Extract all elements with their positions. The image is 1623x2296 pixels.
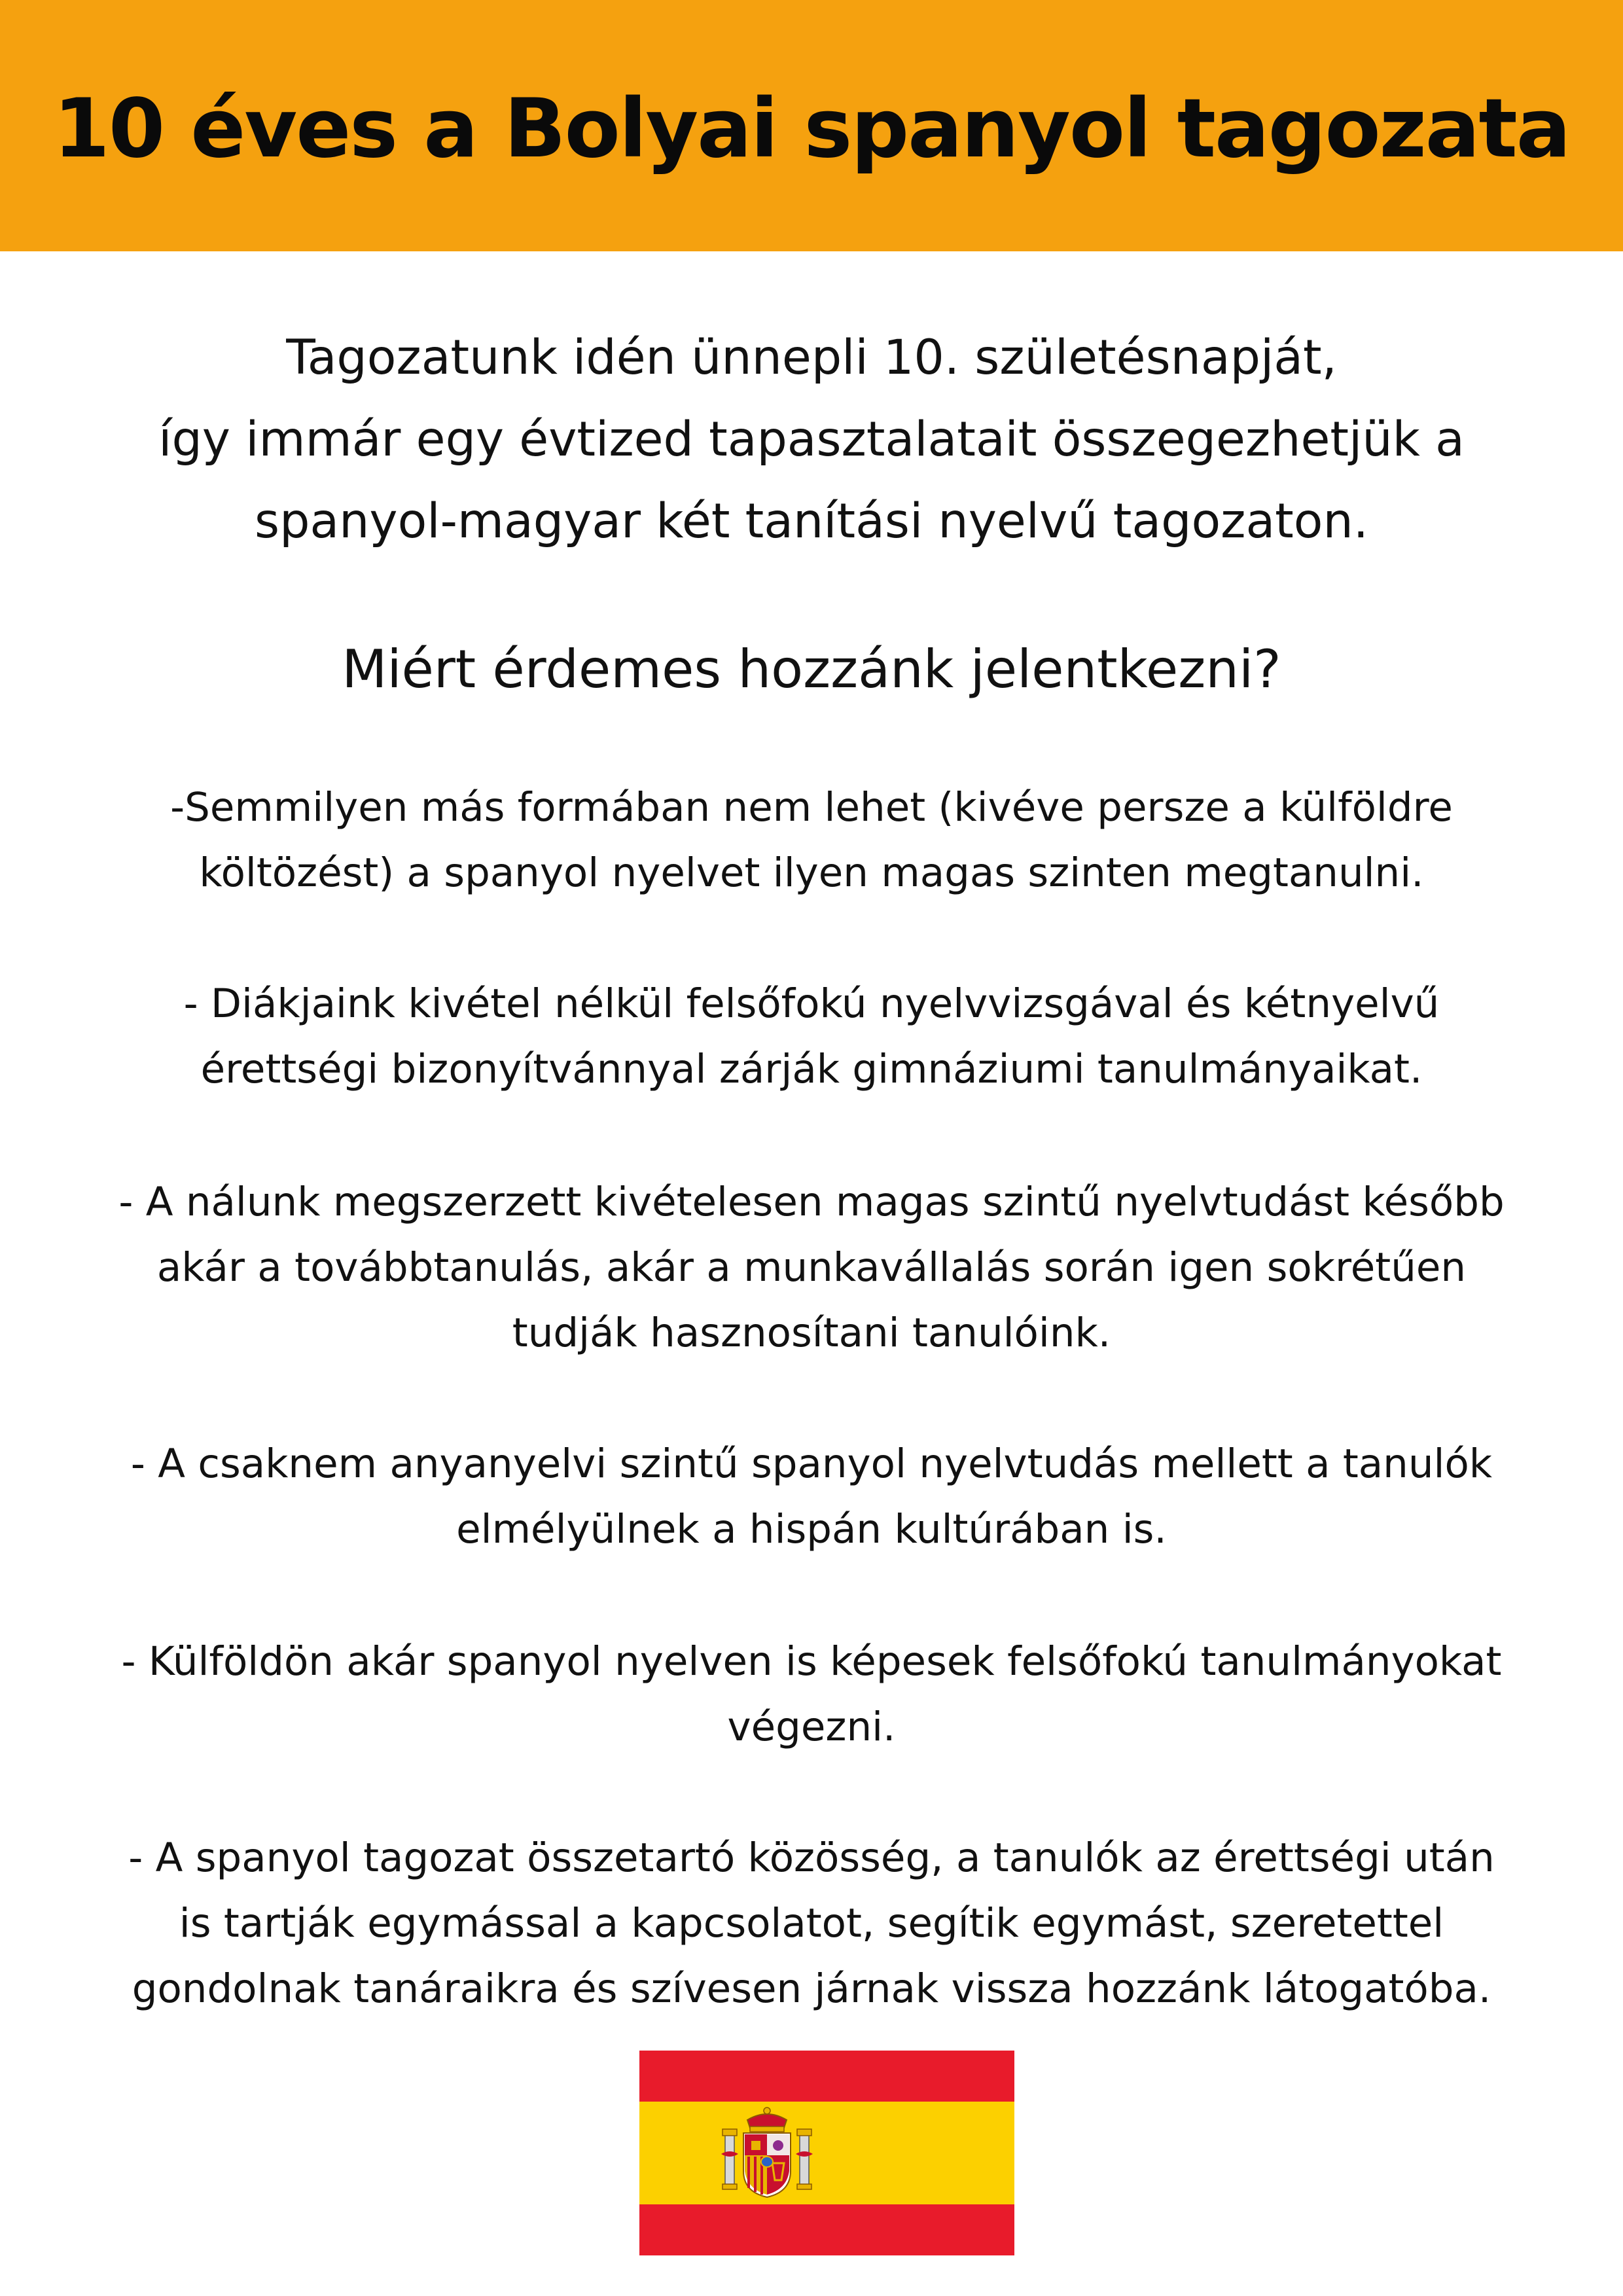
bullet-line: tudják hasznosítani tanulóink. bbox=[512, 1310, 1111, 1356]
bullet-line: érettségi bizonyítvánnyal zárják gimnáziumi tanulmányaikat. bbox=[200, 1046, 1423, 1092]
bullet-line: elmélyülnek a hispán kultúrában is. bbox=[456, 1506, 1167, 1552]
bullet-line: - A csaknem anyanyelvi szintű spanyol nyelvtudás mellett a tanulók bbox=[130, 1441, 1493, 1487]
flag-middle-stripe bbox=[639, 2102, 1014, 2204]
section-question: Miért érdemes hozzánk jelentkezni? bbox=[342, 639, 1281, 700]
intro-line: Tagozatunk idén ünnepli 10. születésnapját, bbox=[286, 330, 1337, 386]
bullet-line: - A nálunk megszerzett kivételesen magas szintű nyelvtudást később bbox=[118, 1179, 1505, 1225]
intro-line: így immár egy évtized tapasztalatait összegezhetjük a bbox=[158, 412, 1465, 467]
bullet-line: - Diákjaink kivétel nélkül felsőfokú nyelvvizsgával és kétnyelvű bbox=[183, 980, 1440, 1027]
intro-paragraph bbox=[0, 317, 1623, 562]
bullet-point bbox=[0, 1629, 1623, 1760]
bullet-line: is tartják egymással a kapcsolatot, segítik egymást, szeretettel bbox=[179, 1900, 1444, 1946]
bullet-line: -Semmilyen más formában nem lehet (kivéve persze a külföldre bbox=[170, 784, 1453, 831]
spain-flag-icon bbox=[639, 2051, 1014, 2255]
bullet-line: végezni. bbox=[727, 1704, 896, 1750]
bullet-point bbox=[0, 1431, 1623, 1562]
bullet-point bbox=[0, 971, 1623, 1102]
bullet-line: költözést) a spanyol nyelvet ilyen magas szinten megtanulni. bbox=[199, 850, 1424, 896]
bullet-line: gondolnak tanáraikra és szívesen járnak vissza hozzánk látogatóba. bbox=[132, 1965, 1491, 2012]
bullet-point bbox=[0, 1825, 1623, 2022]
page-title: 10 éves a Bolyai spanyol tagozata bbox=[53, 82, 1570, 176]
intro-line: spanyol-magyar két tanítási nyelvű tagozaton. bbox=[255, 493, 1368, 549]
header-band bbox=[0, 0, 1623, 251]
flag-bottom-stripe bbox=[639, 2204, 1014, 2255]
bullet-line: - A spanyol tagozat összetartó közösség, a tanulók az érettségi után bbox=[128, 1835, 1495, 1881]
flag-top-stripe bbox=[639, 2051, 1014, 2102]
bullet-point bbox=[0, 1170, 1623, 1366]
bullet-point bbox=[0, 775, 1623, 906]
bullet-line: - Külföldön akár spanyol nyelven is képesek felsőfokú tanulmányokat bbox=[121, 1638, 1502, 1685]
bullet-line: akár a továbbtanulás, akár a munkavállalás során igen sokrétűen bbox=[156, 1244, 1467, 1291]
